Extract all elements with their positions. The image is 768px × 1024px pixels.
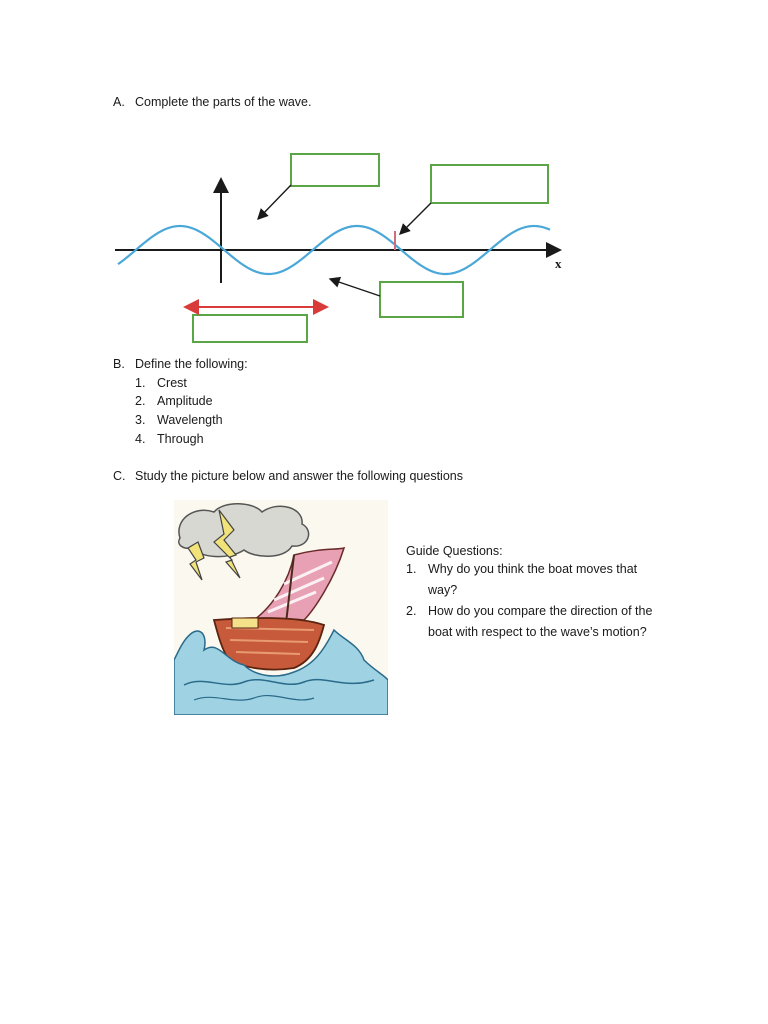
item-label: Through bbox=[157, 432, 204, 446]
wave-diagram bbox=[90, 113, 580, 345]
crest-answer-box[interactable] bbox=[291, 154, 379, 186]
item-number: 2. bbox=[135, 394, 146, 408]
item-number: 4. bbox=[135, 432, 146, 446]
definition-item-1 bbox=[135, 375, 187, 391]
item-label: Crest bbox=[157, 376, 187, 390]
section-a-heading bbox=[113, 94, 311, 110]
boat-illustration bbox=[174, 500, 388, 715]
x-axis-label: x bbox=[555, 256, 562, 271]
section-b-heading bbox=[113, 356, 248, 372]
section-a-text: Complete the parts of the wave. bbox=[135, 95, 312, 109]
guide-question-1-cont: way? bbox=[428, 583, 458, 597]
section-b-letter: B. bbox=[113, 357, 125, 371]
trough-answer-box[interactable] bbox=[380, 282, 463, 317]
item-label: Amplitude bbox=[157, 394, 213, 408]
definition-item-3 bbox=[135, 412, 223, 428]
question-text: How do you compare the direction of the bbox=[428, 604, 653, 618]
guide-questions-title: Guide Questions: bbox=[406, 544, 503, 558]
definition-item-2 bbox=[135, 393, 213, 409]
section-c-letter: C. bbox=[113, 469, 126, 483]
amplitude-pointer-arrow bbox=[400, 203, 431, 234]
section-a-letter: A. bbox=[113, 95, 125, 109]
section-c-heading bbox=[113, 468, 463, 484]
item-number: 1. bbox=[135, 376, 146, 390]
wavelength-answer-box[interactable] bbox=[193, 315, 307, 342]
trough-pointer-arrow bbox=[330, 279, 380, 296]
amplitude-answer-box[interactable] bbox=[431, 165, 548, 203]
guide-question-2 bbox=[406, 601, 652, 622]
guide-question-1 bbox=[406, 559, 637, 580]
question-number: 2. bbox=[406, 604, 417, 618]
item-label: Wavelength bbox=[157, 413, 223, 427]
question-number: 1. bbox=[406, 562, 417, 576]
question-text: Why do you think the boat moves that bbox=[428, 562, 638, 576]
section-b-text: Define the following: bbox=[135, 357, 248, 371]
item-number: 3. bbox=[135, 413, 146, 427]
guide-question-2-cont: boat with respect to the wave’s motion? bbox=[428, 625, 647, 639]
definition-item-4 bbox=[135, 431, 204, 447]
section-c-text: Study the picture below and answer the following questions bbox=[135, 469, 463, 483]
crest-pointer-arrow bbox=[258, 185, 291, 219]
